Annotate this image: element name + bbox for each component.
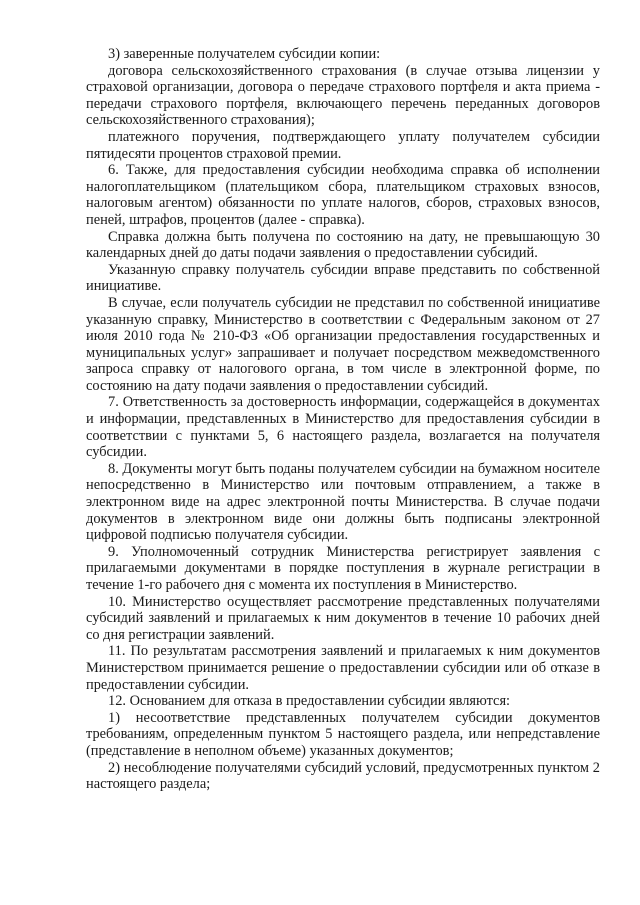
- paragraph-refusal-reason-1: 1) несоответствие представленных получателем субсидии документов требованиям, определенным пунктом 5 настоящего раздела, или непредставление (представление в неполном объеме) указанных документов;: [86, 709, 600, 759]
- paragraph-item-9: 9. Уполномоченный сотрудник Министерства регистрирует заявления с прилагаемыми документами в порядке поступления в журнале регистрации в течение 1-го рабочего дня с момента их поступления в Министерство.: [86, 543, 600, 593]
- paragraph-own-initiative: Указанную справку получатель субсидии вправе представить по собственной инициативе.: [86, 261, 600, 295]
- paragraph-item-11: 11. По результатам рассмотрения заявлений и прилагаемых к ним документов Министерством принимается решение о предоставлении субсидии или об отказе в предоставлении субсидии.: [86, 643, 600, 693]
- paragraph-insurance-contract: договора сельскохозяйственного страхования (в случае отзыва лицензии у страховой организации, договора о передаче страхового портфеля и акта приема - передачи страхового портфеля, включающего перечень переданных договоров сельскохозяйственного страхования);: [86, 62, 600, 129]
- paragraph-certified-copies: 3) заверенные получателем субсидии копии:: [108, 46, 381, 62]
- paragraph-interagency-request: В случае, если получатель субсидии не представил по собственной инициативе указанную справку, Министерство в соответствии с Федеральным законом от 27 июля 2010 года № 210-ФЗ «Об организации предоставления государственных и муниципальных услуг» запрашивает и получает посредством межведомственного запроса справку от налогового органа, в том числе в электронной форме, по состоянию на дату подачи заявления о предоставлении субсидий.: [86, 294, 600, 394]
- paragraph-refusal-reason-2: 2) несоблюдение получателями субсидий условий, предусмотренных пунктом 2 настоящего раздела;: [86, 759, 600, 793]
- paragraph-item-6: 6. Также, для предоставления субсидии необходима справка об исполнении налогоплательщиком (плательщиком сбора, плательщиком страховых взносов, налоговым агентом) обязанности по уплате налогов, сборов, страховых взносов, пеней, штрафов, процентов (далее - справка).: [86, 162, 600, 228]
- paragraph-item-7: 7. Ответственность за достоверность информации, содержащейся в документах и информации, представленных в Министерство для предоставления субсидии в соответствии с пунктами 5, 6 настоящего раздела, возлагается на получателя субсидии.: [86, 394, 600, 461]
- paragraph-payment-order: платежного поручения, подтверждающего уплату получателем субсидии пятидесяти процентов страховой премии.: [86, 128, 600, 162]
- paragraph-item-12: 12. Основанием для отказа в предоставлении субсидии являются:: [108, 693, 511, 710]
- paragraph-certificate-date: Справка должна быть получена по состоянию на дату, не превышающую 30 календарных дней до даты подачи заявления о предоставлении субсидий.: [86, 228, 600, 262]
- document-page: [86, 46, 600, 793]
- paragraph-item-8: 8. Документы могут быть поданы получателем субсидии на бумажном носителе непосредственно в Министерство или почтовым отправлением, а также в электронном виде на адрес электронной почты Министерства. В случае подачи документов в электронном виде они должны быть подписаны электронной цифровой подписью получателя субсидии.: [86, 460, 600, 544]
- paragraph-item-10: 10. Министерство осуществляет рассмотрение представленных получателями субсидий заявлений и прилагаемых к ним документов в течение 10 рабочих дней со дня регистрации заявлений.: [86, 593, 600, 643]
